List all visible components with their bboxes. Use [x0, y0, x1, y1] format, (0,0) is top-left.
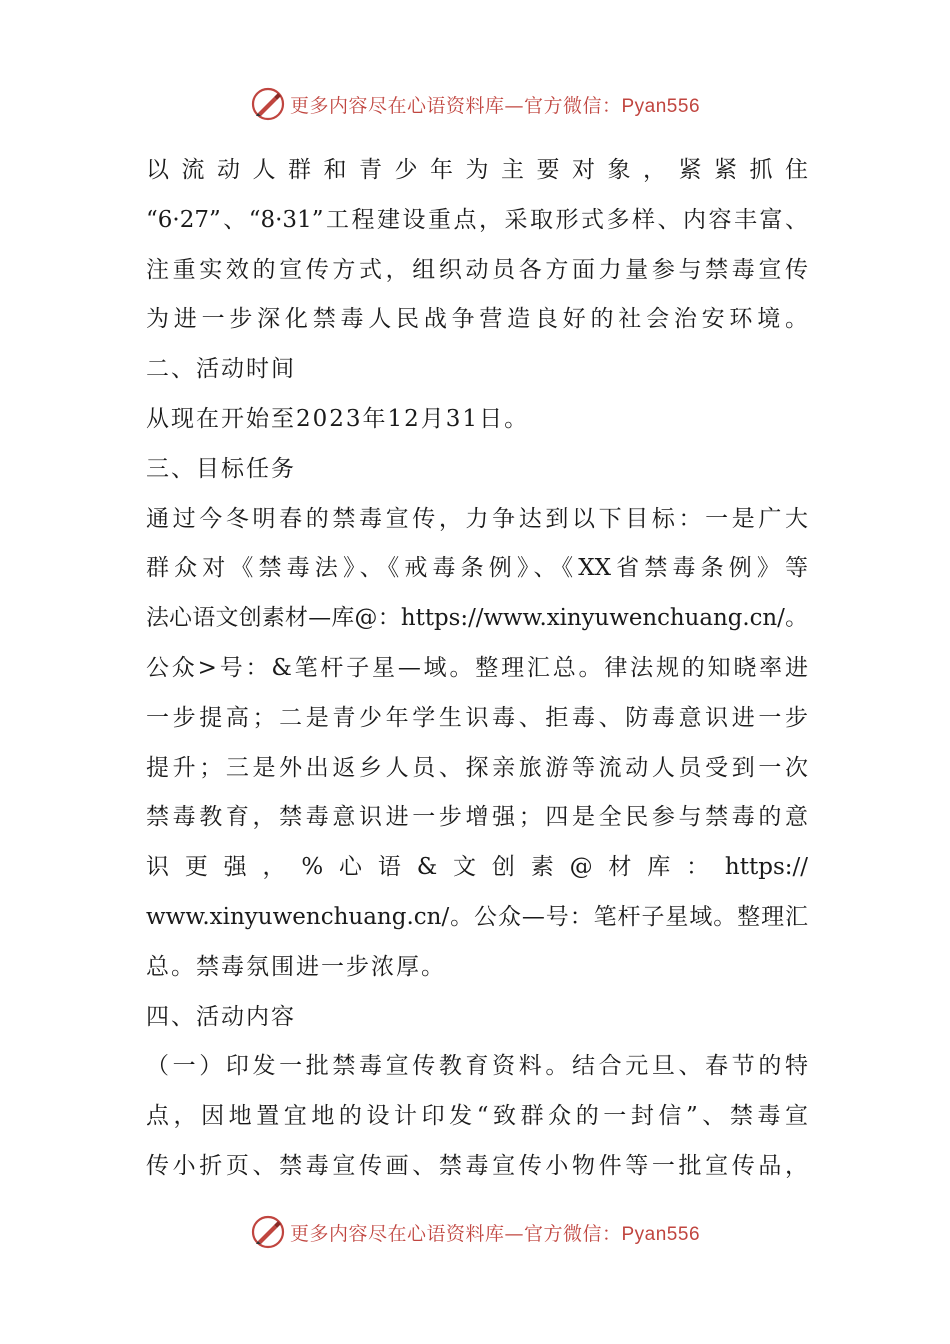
header-banner	[0, 82, 950, 126]
text-line: 识更强，%心语&文创素@材库：https://	[146, 854, 808, 881]
text-line: （一）印发一批禁毒宣传教育资料。结合元旦、春节的特	[146, 1053, 808, 1080]
text-line: 从现在开始至2023年12月31日。	[146, 405, 530, 432]
footer-banner	[0, 1210, 950, 1254]
banner-title: 更多内容尽在心语资料库	[289, 1222, 505, 1245]
text-line: “6·27”、“8·31”工程建设重点，采取形式多样、内容丰富、	[146, 206, 808, 233]
text-line: 以流动人群和青少年为主要对象，紧紧抓住	[146, 157, 808, 183]
banner-text	[290, 91, 700, 118]
banner-wechat: 官方微信：Pyan556	[524, 1223, 701, 1245]
section-heading: 三、目标任务	[146, 455, 296, 482]
banner-dash: —	[504, 1222, 524, 1245]
section-heading: 二、活动时间	[146, 356, 296, 383]
text-line: 提升；三是外出返乡人员、探亲旅游等流动人员受到一次	[146, 754, 808, 781]
text-line: 群众对《禁毒法》、《戒毒条例》、《XX省禁毒条例》等	[146, 555, 808, 582]
text-line: 点，因地置宜地的设计印发“致群众的一封信”、禁毒宣	[146, 1103, 808, 1130]
text-line: 禁毒教育，禁毒意识进一步增强；四是全民参与禁毒的意	[146, 804, 808, 831]
banner-dash: —	[504, 94, 524, 117]
text-line: 一步提高；二是青少年学生识毒、拒毒、防毒意识进一步	[146, 704, 808, 731]
banner-wechat: 官方微信：Pyan556	[524, 95, 701, 117]
text-line: 为进一步深化禁毒人民战争营造良好的社会治安环境。	[146, 306, 808, 333]
text-line: 公众>号：&笔杆子星—域。整理汇总。律法规的知晓率进	[146, 654, 808, 681]
text-line: 注重实效的宣传方式，组织动员各方面力量参与禁毒宣传	[146, 256, 808, 283]
text-line: 总。禁毒氛围进一步浓厚。	[146, 953, 446, 980]
document-body	[146, 146, 808, 1192]
pen-logo-icon	[250, 1214, 286, 1250]
pen-logo-icon	[250, 86, 286, 122]
banner-text	[290, 1219, 700, 1246]
banner-title: 更多内容尽在心语资料库	[289, 94, 505, 117]
text-line: 通过今冬明春的禁毒宣传，力争达到以下目标：一是广大	[146, 505, 808, 532]
text-line: 传小折页、禁毒宣传画、禁毒宣传小物件等一批宣传品，	[146, 1152, 808, 1179]
text-line: www.xinyuwenchuang.cn/。公众—号：笔杆子星域。整理汇	[146, 903, 808, 930]
section-heading: 四、活动内容	[146, 1003, 296, 1030]
text-line: 法心语文创素材—库@：https://www.xinyuwenchuang.cn/。	[146, 605, 808, 632]
